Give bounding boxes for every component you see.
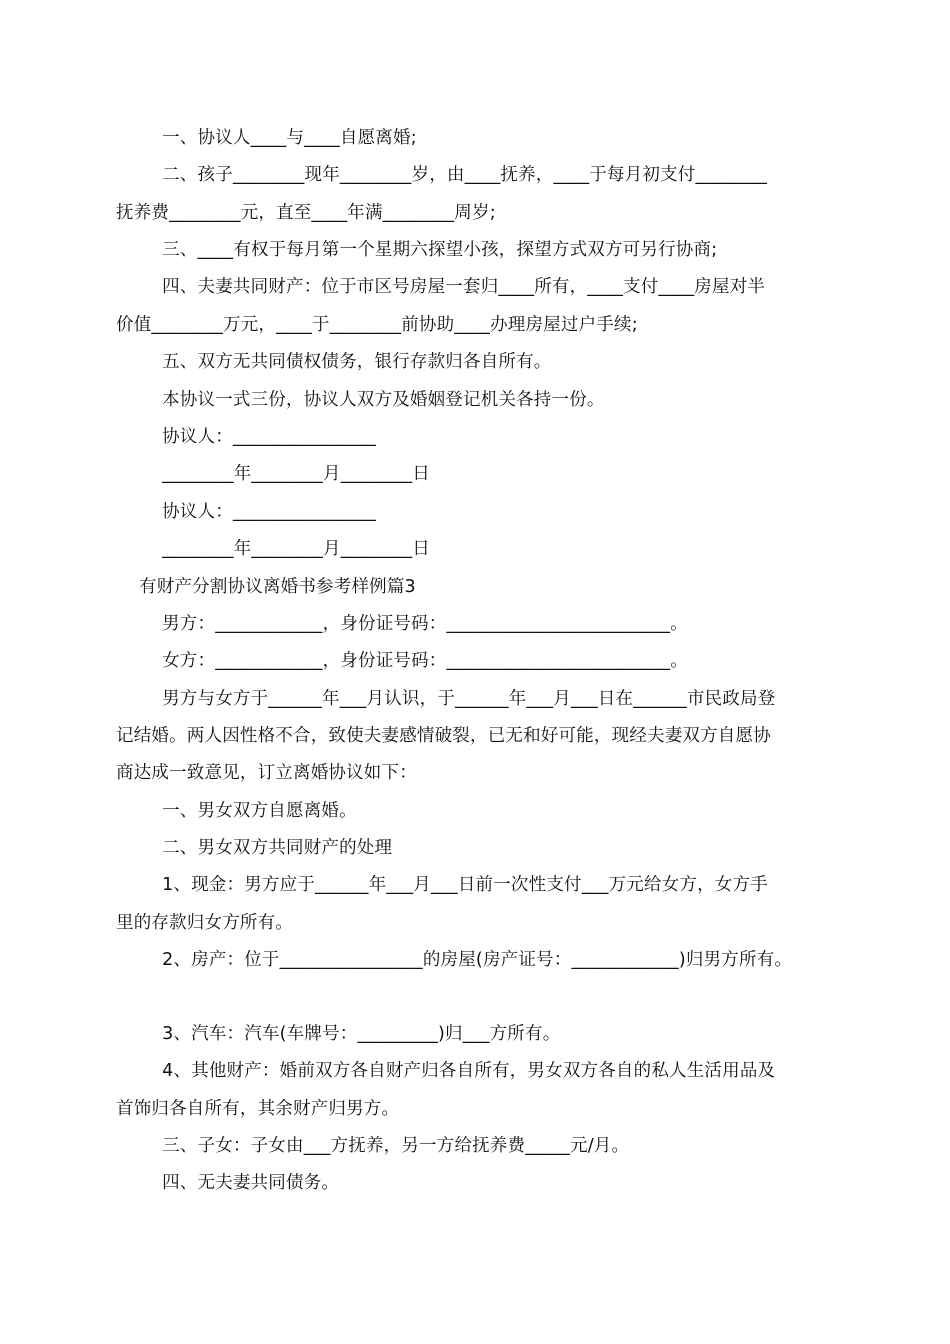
section-title-sample-3: 有财产分割协议离婚书参考样例篇3 xyxy=(116,577,416,597)
signature-date-1: ________年________月________日 xyxy=(116,464,431,484)
intro-line2: 记结婚。两人因性格不合，致使夫妻感情破裂，已无和好可能，现经夫妻双方自愿协 xyxy=(116,726,771,746)
clause-4-property-line1: 四、夫妻共同财产：位于市区号房屋一套归____所有，____支付____房屋对半 xyxy=(116,277,766,297)
signature-party-2: 协议人：________________ xyxy=(116,502,377,522)
item-4-other-line1: 4、其他财产：婚前双方各自财产归各自所有，男女双方各自的私人生活用品及 xyxy=(116,1061,776,1081)
clause-2-child-line2: 抚养费________元，直至____年满________周岁; xyxy=(116,203,496,223)
item-4-other-line2: 首饰归各自所有，其余财产归男方。 xyxy=(116,1099,400,1119)
copies-note: 本协议一式三份，协议人双方及婚姻登记机关各持一份。 xyxy=(116,390,605,410)
signature-party-1: 协议人：________________ xyxy=(116,427,377,447)
female-party-id: 女方：____________，身份证号码：_________________________。 xyxy=(116,651,688,671)
article-2-property-heading: 二、男女双方共同财产的处理 xyxy=(116,838,393,858)
male-party-id: 男方：____________，身份证号码：_________________________。 xyxy=(116,614,688,634)
article-4-no-debts: 四、无夫妻共同债务。 xyxy=(116,1173,340,1193)
item-3-car: 3、汽车：汽车(车牌号：_________)归___方所有。 xyxy=(116,1024,561,1044)
clause-2-child-line1: 二、孩子________现年________岁，由____抚养，____于每月初支付________ xyxy=(116,165,768,185)
clause-1-parties: 一、协议人____与____自愿离婚; xyxy=(116,128,417,148)
item-1-cash-line2: 里的存款归女方所有。 xyxy=(116,913,293,933)
intro-line1: 男方与女方于______年___月认识，于______年___月___日在______市民政局登 xyxy=(116,689,776,709)
article-3-children: 三、子女：子女由___方抚养，另一方给抚养费_____元/月。 xyxy=(116,1136,630,1156)
item-1-cash-line1: 1、现金：男方应于______年___月___日前一次性支付___万元给女方，女方手 xyxy=(116,875,768,895)
article-1-divorce: 一、男女双方自愿离婚。 xyxy=(116,801,357,821)
signature-date-2: ________年________月________日 xyxy=(116,539,431,559)
clause-3-visitation: 三、____有权于每月第一个星期六探望小孩，探望方式双方可另行协商; xyxy=(116,240,718,260)
item-2-house: 2、房产：位于________________的房屋(房产证号：____________)归男方所有。 xyxy=(116,950,793,970)
intro-line3: 商达成一致意见，订立离婚协议如下： xyxy=(116,763,417,783)
clause-5-debts: 五、双方无共同债权债务，银行存款归各自所有。 xyxy=(116,352,552,372)
clause-4-property-line2: 价值________万元，____于________前协助____办理房屋过户手续; xyxy=(116,315,638,335)
